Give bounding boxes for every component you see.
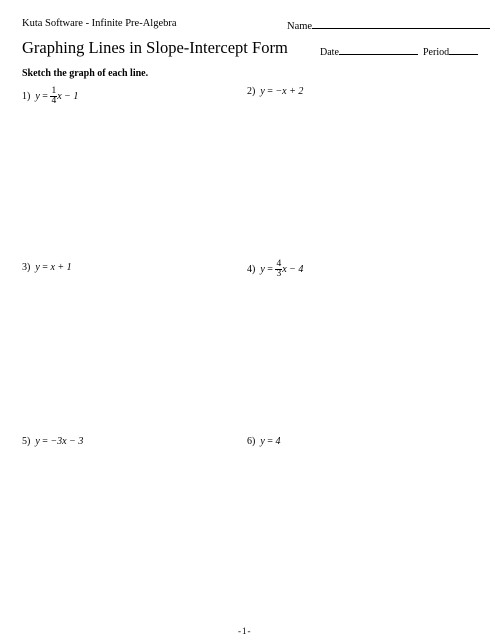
y-tick-label: -5: [93, 390, 98, 396]
equation-lhs: y: [260, 263, 265, 275]
y-tick-label: 5: [95, 128, 98, 134]
y-tick-label: 6: [95, 119, 98, 124]
x-tick-label: -5: [48, 343, 53, 349]
y-axis-label: y: [320, 448, 324, 454]
x-tick-label: 3: [128, 180, 131, 186]
equals-sign: =: [267, 436, 273, 447]
y-tick-label: -2: [93, 534, 98, 540]
x-tick-label: 4: [356, 168, 359, 174]
x-tick-label: -2: [78, 180, 83, 186]
equation-lhs: y: [35, 90, 40, 102]
equals-sign: =: [267, 263, 273, 275]
x-tick-label: 2: [336, 168, 339, 174]
name-field[interactable]: [287, 18, 490, 32]
y-axis-arrow-up-icon: [97, 272, 102, 277]
y-tick-label: 3: [95, 148, 98, 154]
y-tick-label: -1: [93, 524, 98, 530]
name-underline: [312, 18, 490, 29]
x-axis-label: x: [389, 516, 393, 523]
equation-lhs: y: [35, 262, 40, 273]
problem-4-label: [247, 260, 303, 279]
x-axis-arrow-left-icon: [247, 357, 252, 362]
x-tick-label: -5: [266, 516, 271, 522]
x-tick-label: -1: [305, 516, 311, 522]
x-tick-label: 4: [356, 360, 359, 366]
y-tick-label: -1: [93, 188, 98, 194]
x-tick-label: -2: [296, 516, 301, 522]
y-tick-label: 3: [313, 328, 316, 334]
x-axis-label: x: [171, 180, 175, 187]
x-tick-label: -2: [78, 343, 83, 349]
x-axis-arrow-right-icon: [165, 340, 170, 345]
x-tick-label: -4: [276, 360, 281, 366]
y-axis-label: y: [102, 275, 106, 281]
y-axis-label: y: [102, 112, 106, 118]
y-tick-label: 3: [313, 484, 316, 490]
problem-number: 1): [22, 90, 31, 102]
y-tick-label: -6: [93, 400, 98, 406]
x-tick-label: -6: [256, 360, 261, 366]
x-tick-label: -1: [305, 168, 311, 174]
y-tick-label: 6: [313, 455, 316, 460]
y-tick-label: -6: [311, 573, 316, 579]
y-tick-label: 2: [95, 321, 98, 327]
y-tick-label: -2: [311, 378, 316, 384]
x-tick-label: -1: [87, 516, 93, 522]
x-tick-label: 5: [366, 516, 369, 522]
y-tick-label: -3: [311, 544, 316, 550]
y-tick-label: -4: [311, 206, 316, 211]
x-tick-label: 5: [148, 516, 151, 522]
x-axis-arrow-right-icon: [165, 513, 170, 518]
y-tick-label: -2: [311, 186, 316, 192]
y-tick-label: -4: [311, 554, 316, 559]
x-tick-label: 2: [336, 360, 339, 366]
equation-rest: −3x − 3: [50, 436, 84, 447]
fraction-numerator: 4: [276, 259, 282, 269]
x-tick-label: 6: [376, 516, 379, 522]
period-field[interactable]: [423, 44, 478, 58]
y-tick-label: -4: [311, 398, 316, 403]
y-tick-label: -4: [93, 554, 98, 559]
y-tick-label: -2: [311, 534, 316, 540]
x-tick-label: 4: [138, 343, 141, 349]
problem-2-label: [247, 86, 303, 97]
y-tick-label: -3: [93, 371, 98, 377]
period-underline: [449, 44, 478, 55]
x-tick-label: -3: [286, 360, 291, 366]
x-tick-label: 1: [326, 516, 330, 522]
y-axis-arrow-down-icon: [315, 233, 320, 238]
equation-rest: x − 4: [282, 263, 304, 275]
y-tick-label: 5: [313, 308, 316, 314]
x-tick-label: -6: [38, 343, 43, 349]
fraction-denominator: 4: [51, 96, 57, 106]
problem-number: 4): [247, 263, 256, 275]
y-tick-label: 1: [95, 331, 98, 337]
y-tick-label: -4: [93, 381, 98, 386]
x-axis-label: x: [389, 168, 393, 175]
y-tick-label: -1: [311, 176, 316, 182]
page-title: Graphing Lines in Slope-Intercept Form: [22, 38, 288, 57]
x-tick-label: -5: [48, 180, 53, 186]
y-tick-label: 6: [313, 299, 316, 304]
y-tick-label: 1: [95, 504, 98, 510]
problem-3-label: [22, 262, 72, 273]
x-tick-label: 3: [346, 168, 349, 174]
x-tick-label: -1: [305, 360, 311, 366]
x-axis-label: x: [171, 516, 175, 523]
x-tick-label: 6: [158, 516, 161, 522]
y-tick-label: -1: [311, 524, 316, 530]
x-axis-label: x: [171, 343, 175, 350]
y-tick-label: -6: [311, 417, 316, 423]
x-tick-label: 5: [366, 360, 369, 366]
x-tick-label: 1: [108, 180, 112, 186]
y-tick-label: 1: [313, 348, 316, 354]
x-tick-label: 1: [108, 343, 112, 349]
name-label: Name: [287, 21, 313, 32]
instructions: Sketch the graph of each line.: [22, 68, 149, 79]
x-axis-arrow-left-icon: [29, 513, 34, 518]
y-tick-label: 5: [95, 291, 98, 297]
x-tick-label: 6: [158, 180, 161, 186]
x-tick-label: -2: [78, 516, 83, 522]
x-axis-arrow-right-icon: [383, 513, 388, 518]
x-tick-label: 2: [336, 516, 339, 522]
y-tick-label: -3: [311, 388, 316, 394]
y-tick-label: 2: [313, 338, 316, 344]
problem-number: 6): [247, 436, 256, 447]
x-tick-label: 2: [118, 180, 121, 186]
problem-number: 5): [22, 436, 31, 447]
y-tick-label: 4: [313, 318, 316, 324]
y-tick-label: 2: [313, 494, 316, 500]
x-tick-label: 2: [118, 516, 121, 522]
y-tick-label: -4: [93, 218, 98, 223]
x-axis-arrow-left-icon: [247, 513, 252, 518]
x-tick-label: -6: [256, 516, 261, 522]
y-tick-label: 2: [95, 158, 98, 164]
x-tick-label: -6: [38, 180, 43, 186]
x-tick-label: -3: [68, 180, 73, 186]
x-tick-label: -3: [68, 516, 73, 522]
x-tick-label: 3: [346, 516, 349, 522]
equation-lhs: y: [260, 86, 265, 97]
y-tick-label: 4: [95, 138, 98, 144]
x-axis-arrow-left-icon: [29, 177, 34, 182]
x-tick-label: 6: [376, 360, 379, 366]
y-tick-label: 4: [313, 474, 316, 480]
x-tick-label: -5: [266, 360, 271, 366]
y-axis-arrow-down-icon: [97, 245, 102, 250]
y-tick-label: 6: [95, 282, 98, 287]
problem-1-label: [22, 87, 78, 106]
y-axis-arrow-up-icon: [315, 289, 320, 294]
y-tick-label: -3: [311, 196, 316, 202]
x-tick-label: -3: [286, 168, 291, 174]
y-tick-label: 5: [313, 116, 316, 122]
x-tick-label: -4: [276, 516, 281, 522]
x-tick-label: -4: [58, 180, 63, 186]
publisher-label: Kuta Software - Infinite Pre-Algebra: [22, 18, 177, 29]
x-tick-label: -3: [68, 343, 73, 349]
x-tick-label: 4: [138, 516, 141, 522]
x-tick-label: -1: [87, 180, 93, 186]
x-tick-label: 1: [326, 360, 330, 366]
x-tick-label: 6: [376, 168, 379, 174]
y-axis-arrow-down-icon: [97, 581, 102, 586]
y-axis-arrow-up-icon: [97, 445, 102, 450]
page-number: -1-: [238, 626, 252, 636]
y-tick-label: -6: [311, 225, 316, 231]
equation-lhs: y: [35, 436, 40, 447]
y-tick-label: -1: [311, 368, 316, 374]
equation-rest: x + 1: [50, 262, 72, 273]
y-tick-label: 3: [313, 136, 316, 142]
x-axis-arrow-right-icon: [383, 357, 388, 362]
y-tick-label: -1: [93, 351, 98, 357]
equation-lhs: y: [260, 436, 265, 447]
problem-6-label: [247, 436, 280, 447]
x-tick-label: 2: [118, 343, 121, 349]
problem-number: 2): [247, 86, 256, 97]
y-tick-label: 2: [313, 146, 316, 152]
date-field[interactable]: [320, 44, 418, 58]
x-axis-label: x: [389, 360, 393, 367]
equation-rest: x − 1: [57, 90, 79, 102]
x-tick-label: 3: [128, 516, 131, 522]
equation-rest: −x + 2: [275, 86, 304, 97]
x-tick-label: 3: [128, 343, 131, 349]
x-tick-label: -4: [276, 168, 281, 174]
x-tick-label: 1: [108, 516, 112, 522]
y-tick-label: 6: [95, 455, 98, 460]
y-tick-label: 5: [313, 464, 316, 470]
problem-5-label: [22, 436, 83, 447]
x-tick-label: 1: [326, 168, 330, 174]
x-tick-label: -1: [87, 343, 93, 349]
problem-number: 3): [22, 262, 31, 273]
x-axis-arrow-right-icon: [383, 165, 388, 170]
y-axis-arrow-down-icon: [315, 425, 320, 430]
period-label: Period: [423, 47, 450, 58]
x-tick-label: -6: [256, 168, 261, 174]
y-tick-label: -5: [311, 563, 316, 569]
y-tick-label: -6: [93, 573, 98, 579]
y-tick-label: -5: [311, 407, 316, 413]
x-tick-label: -2: [296, 360, 301, 366]
x-tick-label: -6: [38, 516, 43, 522]
x-tick-label: -3: [286, 516, 291, 522]
y-tick-label: 4: [95, 474, 98, 480]
x-tick-label: 5: [148, 180, 151, 186]
x-tick-label: -5: [266, 168, 271, 174]
x-tick-label: -4: [58, 343, 63, 349]
equals-sign: =: [42, 90, 48, 102]
x-tick-label: 4: [356, 516, 359, 522]
y-axis-label: y: [320, 292, 324, 298]
fraction-denominator: 3: [276, 269, 282, 279]
y-tick-label: 5: [95, 464, 98, 470]
y-tick-label: 2: [95, 494, 98, 500]
date-underline: [339, 44, 418, 55]
y-tick-label: -3: [93, 208, 98, 214]
x-tick-label: 4: [138, 180, 141, 186]
y-tick-label: 4: [95, 301, 98, 307]
equation-rest: 4: [275, 436, 281, 447]
y-axis-label: y: [320, 100, 324, 106]
equals-sign: =: [267, 86, 273, 97]
fraction-numerator: 1: [51, 86, 57, 96]
x-tick-label: 5: [148, 343, 151, 349]
x-tick-label: -5: [48, 516, 53, 522]
y-tick-label: -5: [93, 563, 98, 569]
y-axis-arrow-down-icon: [97, 408, 102, 413]
x-axis-arrow-right-icon: [165, 177, 170, 182]
y-tick-label: 3: [95, 311, 98, 317]
y-tick-label: 3: [95, 484, 98, 490]
x-axis-arrow-left-icon: [247, 165, 252, 170]
x-axis-arrow-left-icon: [29, 340, 34, 345]
date-label: Date: [320, 47, 339, 58]
y-tick-label: -6: [93, 237, 98, 243]
y-tick-label: -2: [93, 361, 98, 367]
y-tick-label: -2: [93, 198, 98, 204]
y-tick-label: 4: [313, 126, 316, 132]
y-axis-arrow-up-icon: [315, 97, 320, 102]
y-tick-label: 6: [313, 107, 316, 112]
y-axis-label: y: [102, 448, 106, 454]
x-tick-label: 3: [346, 360, 349, 366]
y-tick-label: -5: [93, 227, 98, 233]
y-axis-arrow-up-icon: [315, 445, 320, 450]
x-tick-label: -2: [296, 168, 301, 174]
equals-sign: =: [42, 262, 48, 273]
x-tick-label: -4: [58, 516, 63, 522]
y-tick-label: 1: [95, 168, 98, 174]
x-tick-label: 6: [158, 343, 161, 349]
y-tick-label: -5: [311, 215, 316, 221]
y-tick-label: -3: [93, 544, 98, 550]
y-tick-label: 1: [313, 504, 316, 510]
x-tick-label: 5: [366, 168, 369, 174]
y-tick-label: 1: [313, 156, 316, 162]
y-axis-arrow-down-icon: [315, 581, 320, 586]
y-axis-arrow-up-icon: [97, 109, 102, 114]
equals-sign: =: [42, 436, 48, 447]
